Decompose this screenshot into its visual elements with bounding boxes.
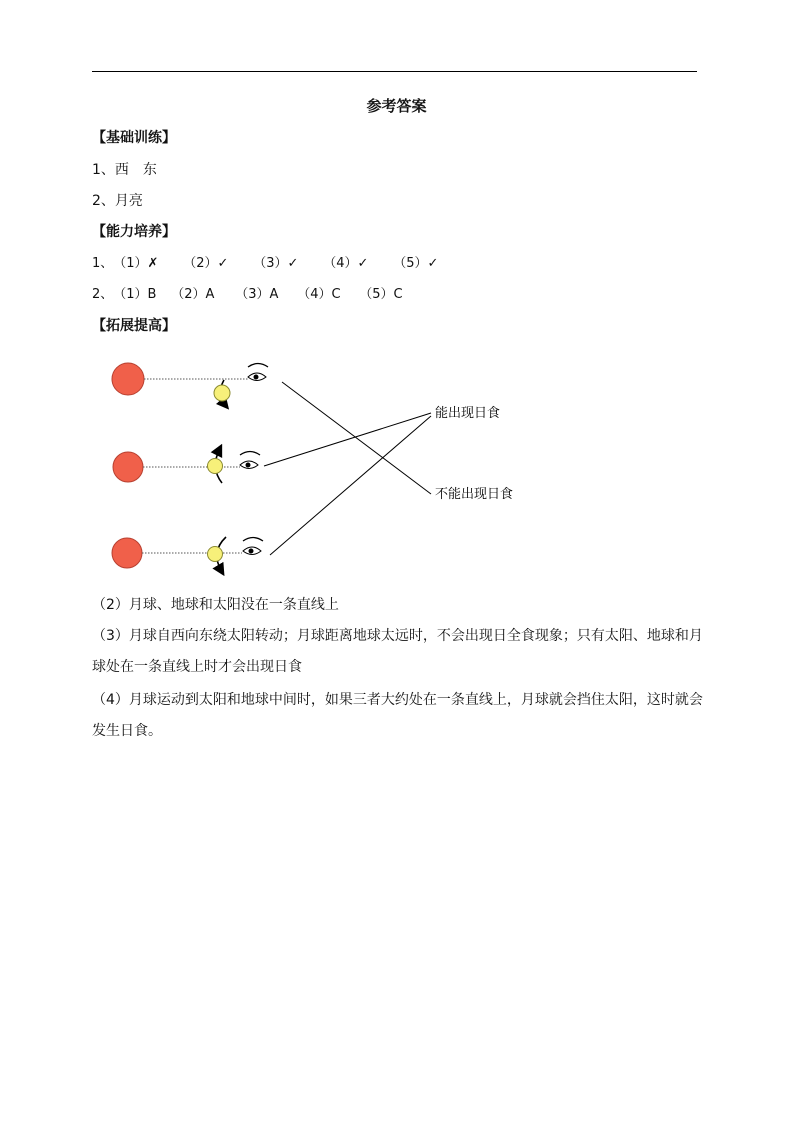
ability-q2-answer-1: （1）B: [113, 287, 157, 302]
basic-answer-1: 1、西 东: [92, 162, 157, 178]
diagram-row-2: [113, 448, 260, 483]
ability-q2-answer-2: （2）A: [171, 287, 215, 302]
eye-icon: [243, 538, 263, 555]
eye-icon: [240, 452, 260, 469]
diagram-row-3: [112, 537, 263, 572]
section-header-basic: 【基础训练】: [92, 130, 176, 146]
extension-answer-2: （2）月球、地球和太阳没在一条直线上: [92, 597, 339, 613]
ability-q1-answer-5: （5）✓: [393, 256, 439, 271]
ability-q1-answer-4: （4）✓: [323, 256, 369, 271]
moon-icon: [208, 459, 223, 474]
section-header-extension: 【拓展提高】: [92, 318, 176, 334]
label-cannot-eclipse: 不能出现日食: [435, 487, 514, 502]
match-line-row3: [270, 416, 431, 555]
moon-icon: [208, 547, 223, 562]
sun-icon: [112, 538, 142, 568]
ability-q1-answer-3: （3）✓: [253, 256, 299, 271]
diagram-row-1: [112, 363, 268, 406]
ability-q1-row: [92, 255, 438, 273]
ability-q2-answer-5: （5）C: [359, 287, 403, 302]
ability-q1-answer-1: （1）✗: [113, 256, 159, 271]
match-line-row1: [282, 382, 431, 494]
ability-q1-answer-2: （2）✓: [183, 256, 229, 271]
ability-q2-answer-4: （4）C: [297, 287, 341, 302]
eclipse-diagram: [0, 340, 793, 590]
extension-answer-4: （4）月球运动到太阳和地球中间时，如果三者大约处在一条直线上，月球就会挡住太阳，这时就会发生日食。: [92, 692, 703, 739]
basic-answer-2: 2、月亮: [92, 193, 143, 209]
section-header-ability: 【能力培养】: [92, 224, 176, 240]
eye-icon: [248, 364, 268, 381]
ability-q2-answer-3: （3）A: [235, 287, 279, 302]
label-can-eclipse: 能出现日食: [435, 406, 501, 421]
ability-q1-prefix: 1、: [92, 256, 114, 271]
ability-q2-prefix: 2、: [92, 287, 114, 302]
sun-icon: [112, 363, 144, 395]
header-rule: [92, 71, 697, 72]
ability-q2-row: [92, 286, 403, 304]
moon-icon: [214, 385, 230, 401]
match-line-row2: [264, 413, 431, 466]
sun-icon: [113, 452, 143, 482]
page-title: 参考答案: [366, 97, 427, 115]
extension-answer-3: （3）月球自西向东绕太阳转动；月球距离地球太远时，不会出现日全食现象；只有太阳、地球和月球处在一条直线上时才会出现日食: [92, 628, 703, 675]
